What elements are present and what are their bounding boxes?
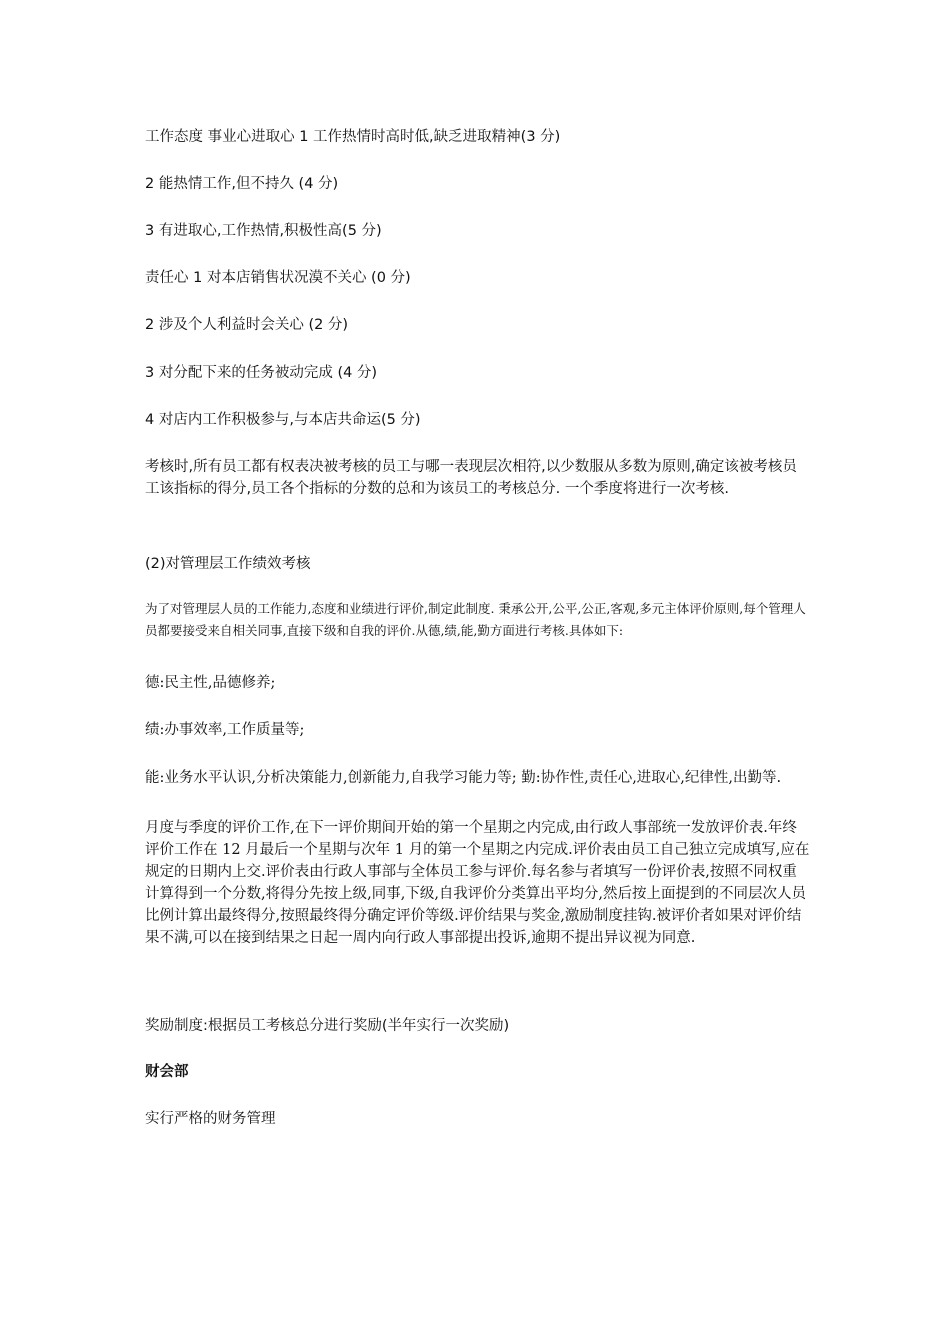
paragraph-work-attitude-2: 2 能热情工作,但不持久 (4 分) <box>145 176 339 192</box>
paragraph-performance: 绩:办事效率,工作质量等; <box>145 722 305 738</box>
paragraph-reward-system: 奖励制度:根据员工考核总分进行奖励(半年实行一次奖励) <box>145 1018 510 1034</box>
section-heading-finance: 财会部 <box>145 1064 189 1080</box>
paragraph-virtue: 德:民主性,品德修养; <box>145 675 276 691</box>
paragraph-finance-management: 实行严格的财务管理 <box>145 1111 276 1127</box>
paragraph-management-intro: 为了对管理层人员的工作能力,态度和业绩进行评价,制定此制度. 秉承公开,公平,公正,客观,多元主体评价原则,每个管理人员都要接受来自相关同事,直接下级和自我的评价.从德,绩,能,勤方面进行考核.具体如下: <box>145 601 806 638</box>
paragraph-ability-diligence: 能:业务水平认识,分析决策能力,创新能力,自我学习能力等; 勤:协作性,责任心,进取心,纪律性,出勤等. <box>145 770 782 786</box>
paragraph-responsibility-1: 责任心 1 对本店销售状况漠不关心 (0 分) <box>145 270 411 286</box>
paragraph-responsibility-4: 4 对店内工作积极参与,与本店共命运(5 分) <box>145 412 421 428</box>
paragraph-work-attitude-3: 3 有进取心,工作热情,积极性高(5 分) <box>145 223 382 239</box>
paragraph-work-attitude-1: 工作态度 事业心进取心 1 工作热情时高时低,缺乏进取精神(3 分) <box>145 129 561 145</box>
paragraph-assessment-rule: 考核时,所有员工都有权表决被考核的员工与哪一表现层次相符,以少数服从多数为原则,确定该被考核员工该指标的得分,员工各个指标的分数的总和为该员工的考核总分. 一个季度将进行一次考核. <box>145 459 797 497</box>
paragraph-responsibility-2: 2 涉及个人利益时会关心 (2 分) <box>145 317 349 333</box>
paragraph-evaluation-process: 月度与季度的评价工作,在下一评价期间开始的第一个星期之内完成,由行政人事部统一发放评价表.年终评价工作在 12 月最后一个星期与次年 1 月的第一个星期之内完成.评价表由员工自己独立完成填写,应在规定的日期内上交.评价表由行政人事部与全体员工参与评价.每名参与者填写一份评价表,按照不同权重计算得到一个分数,将得分先按上级,同事,下级,自我评价分类算出平均分,然后按上面提到的不同层次人员比例计算出最终得分,按照最终得分确定评价等级.评价结果与奖金,激励制度挂钩.被评价者如果对评价结果不满,可以在接到结果之日起一周内向行政人事部提出投诉,逾期不提出异议视为同意. <box>145 820 810 946</box>
paragraph-responsibility-3: 3 对分配下来的任务被动完成 (4 分) <box>145 365 378 381</box>
section-heading-management: (2)对管理层工作绩效考核 <box>145 556 311 572</box>
